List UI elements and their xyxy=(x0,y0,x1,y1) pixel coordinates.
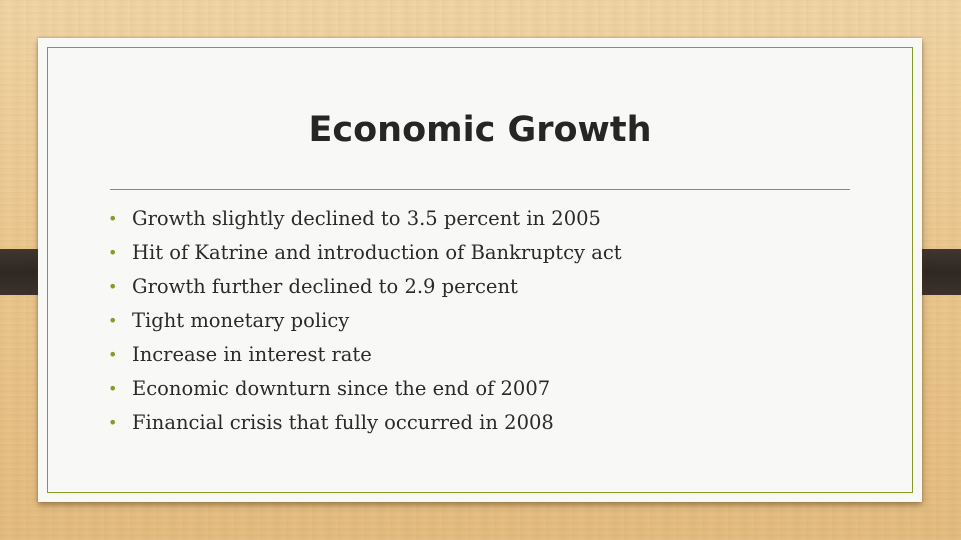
bullet-list xyxy=(106,202,622,440)
slide-title: Economic Growth xyxy=(308,110,652,150)
bullet-text: Growth further declined to 2.9 percent xyxy=(132,275,518,298)
bullet-dot-icon: • xyxy=(108,379,118,398)
bullet-text: Financial crisis that fully occurred in 2008 xyxy=(132,411,554,434)
bullet-text: Increase in interest rate xyxy=(132,343,372,366)
bullet-text: Hit of Katrine and introduction of Bankruptcy act xyxy=(132,241,622,264)
bullet-dot-icon: • xyxy=(108,277,118,296)
bullet-dot-icon: • xyxy=(108,243,118,262)
bullet-text: Growth slightly declined to 3.5 percent in 2005 xyxy=(132,207,601,230)
bullet-text: Tight monetary policy xyxy=(132,309,350,332)
bullet-item xyxy=(106,202,622,236)
bullet-item xyxy=(106,338,622,372)
bullet-item xyxy=(106,372,622,406)
bullet-dot-icon: • xyxy=(108,345,118,364)
bullet-item xyxy=(106,270,622,304)
bullet-item xyxy=(106,304,622,338)
bullet-item xyxy=(106,406,622,440)
bullet-dot-icon: • xyxy=(108,311,118,330)
bullet-item xyxy=(106,236,622,270)
bullet-dot-icon: • xyxy=(108,413,118,432)
bullet-text: Economic downturn since the end of 2007 xyxy=(132,377,551,400)
slide-card xyxy=(38,38,922,502)
bullet-dot-icon: • xyxy=(108,209,118,228)
title-divider xyxy=(110,189,850,190)
